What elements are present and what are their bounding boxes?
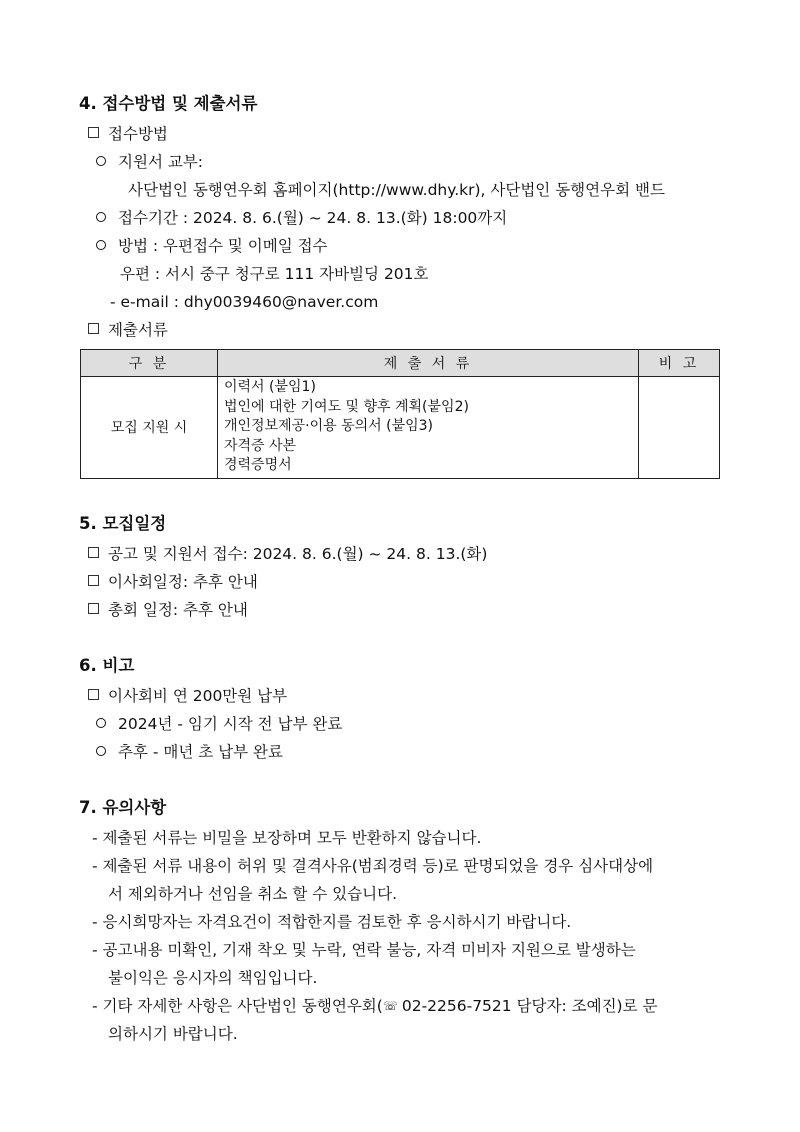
section-6-title: 6. 비고	[79, 656, 135, 675]
row-label-cell: 모집 지원 시	[81, 377, 218, 479]
note-line: 의하시기 바랍니다.	[108, 1025, 238, 1043]
note-line: - 제출된 서류는 비밀을 보장하며 모두 반환하지 않습니다.	[92, 829, 482, 847]
note-line: - 응시희망자는 자격요건이 적합한지를 검토한 후 응시하시기 바랍니다.	[92, 913, 572, 931]
distribution-value: 사단법인 동행연우회 홈페이지(http://www.dhy.kr), 사단법인 동행연우회 밴드	[128, 181, 665, 199]
section-4-title: 4. 접수방법 및 제출서류	[79, 94, 258, 113]
checkbox-square-icon	[88, 547, 99, 558]
circle-bullet-icon	[96, 156, 106, 166]
email-address: - e-mail : dhy0039460@naver.com	[110, 293, 379, 311]
submission-documents-table	[80, 349, 720, 479]
note-line: 불이익은 응시자의 책임입니다.	[108, 969, 318, 987]
document-item: 개인정보제공·이용 동의서 (붙임3)	[224, 418, 433, 434]
docs-heading: 제출서류	[88, 319, 168, 341]
checkbox-square-icon	[88, 575, 99, 586]
checkbox-square-icon	[88, 689, 99, 700]
note-line: 서 제외하거나 선임을 취소 할 수 있습니다.	[108, 885, 398, 903]
document-item: 경력증명서	[224, 457, 292, 473]
note-cell	[639, 377, 720, 479]
fee-item: 이사회비 연 200만원 납부	[88, 685, 287, 707]
schedule-item: 이사회일정: 추후 안내	[88, 571, 258, 593]
circle-bullet-icon	[96, 718, 106, 728]
table-header-note: 비 고	[639, 350, 720, 377]
documents-cell	[218, 377, 639, 479]
circle-bullet-icon	[96, 212, 106, 222]
circle-bullet-icon	[96, 240, 106, 250]
telephone-icon: ☏	[382, 999, 398, 1013]
schedule-item: 총회 일정: 추후 안내	[88, 599, 248, 621]
note-line: - 제출된 서류 내용이 허위 및 결격사유(범죄경력 등)로 판명되었을 경우 심사대상에	[92, 857, 654, 875]
fee-sub-item: 추후 - 매년 초 납부 완료	[96, 741, 283, 763]
distribution-item: 지원서 교부:	[96, 151, 203, 173]
document-item: 자격증 사본	[224, 437, 297, 454]
checkbox-square-icon	[88, 603, 99, 614]
method-item: 방법 : 우편접수 및 이메일 접수	[96, 235, 328, 257]
schedule-item: 공고 및 지원서 접수: 2024. 8. 6.(월) ~ 24. 8. 13.(화)	[88, 543, 487, 565]
table-header-documents: 제 출 서 류	[218, 350, 639, 377]
checkbox-square-icon	[88, 127, 99, 138]
table-header-category: 구 분	[81, 350, 218, 377]
document-item: 법인에 대한 기여도 및 향후 계획(붙임2)	[224, 398, 469, 415]
fee-sub-item: 2024년 - 임기 시작 전 납부 완료	[96, 713, 342, 735]
circle-bullet-icon	[96, 746, 106, 756]
note-line-contact: - 기타 자세한 사항은 사단법인 동행연우회(☏ 02-2256-7521 담당자: 조예진)로 문	[92, 997, 658, 1015]
document-item: 이력서 (붙임1)	[224, 379, 316, 395]
section-5-title: 5. 모집일정	[79, 514, 167, 533]
table-row	[81, 377, 720, 479]
note-line: - 공고내용 미확인, 기재 착오 및 누락, 연락 불능, 자격 미비자 지원으로 발생하는	[92, 941, 636, 959]
post-address: 우편 : 서시 중구 청구로 111 자바빌딩 201호	[120, 265, 429, 283]
section-7-title: 7. 유의사항	[79, 798, 167, 817]
checkbox-square-icon	[88, 323, 99, 334]
method-heading: 접수방법	[88, 123, 168, 145]
period-item: 접수기간 : 2024. 8. 6.(월) ~ 24. 8. 13.(화) 18:00까지	[96, 207, 507, 229]
